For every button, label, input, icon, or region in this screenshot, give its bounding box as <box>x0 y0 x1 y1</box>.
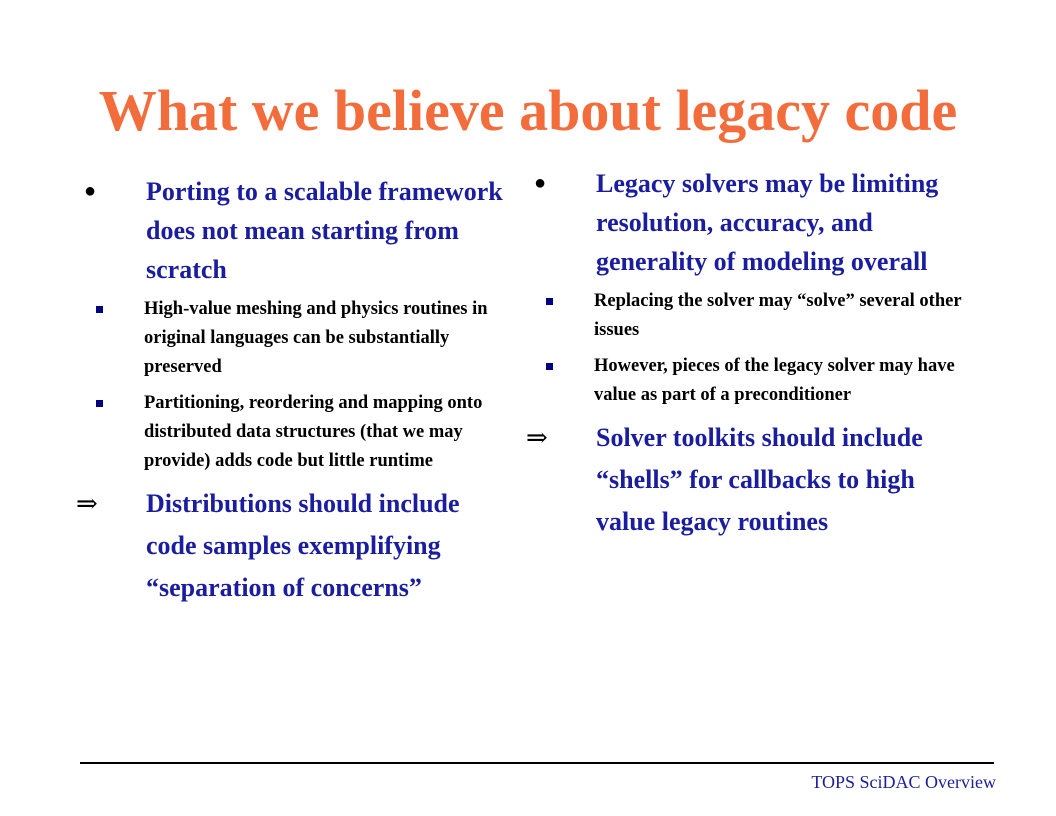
right-main-bullet-text: Legacy solvers may be limiting resolution, accuracy, and generality of modeling overall <box>596 169 939 276</box>
right-sub-bullet-1 <box>456 287 976 345</box>
left-main-bullet-text: Porting to a scalable framework does not mean starting from scratch <box>146 177 503 284</box>
square-bullet-icon <box>546 298 553 305</box>
left-main-bullet <box>76 172 516 289</box>
left-implies-item <box>76 483 516 609</box>
implies-arrow-icon: ⇒ <box>76 489 98 518</box>
footer-divider <box>80 762 994 764</box>
bullet-dot-icon: ● <box>84 180 97 202</box>
right-sub-bullet-2-text: However, pieces of the legacy solver may have value as part of a preconditioner <box>594 356 955 405</box>
slide-title: What we believe about legacy code <box>98 78 958 143</box>
right-sub-bullet-1-text: Replacing the solver may “solve” several other issues <box>594 291 962 340</box>
implies-arrow-icon: ⇒ <box>526 423 548 452</box>
left-column <box>76 172 516 609</box>
right-implies-item <box>526 417 976 543</box>
square-bullet-icon <box>546 363 553 370</box>
right-sub-bullet-2 <box>456 352 976 410</box>
bullet-dot-icon: ● <box>534 172 547 194</box>
left-sub-bullet-1-text: High-value meshing and physics routines in original languages can be substantially preserved <box>144 299 488 377</box>
square-bullet-icon <box>96 306 103 313</box>
right-main-bullet <box>526 164 976 281</box>
right-column <box>526 164 976 543</box>
left-sub-list <box>76 295 516 476</box>
right-implies-text: Solver toolkits should include “shells” for callbacks to high value legacy routines <box>596 423 923 536</box>
left-sub-bullet-2 <box>6 389 516 476</box>
left-sub-bullet-1 <box>6 295 516 382</box>
left-sub-bullet-2-text: Partitioning, reordering and mapping onto distributed data structures (that we may provide) adds code but little runtime <box>144 393 483 471</box>
footer-text: TOPS SciDAC Overview <box>811 772 996 792</box>
right-sub-list <box>526 287 976 410</box>
left-implies-text: Distributions should include code samples exemplifying “separation of concerns” <box>146 489 460 602</box>
square-bullet-icon <box>96 400 103 407</box>
